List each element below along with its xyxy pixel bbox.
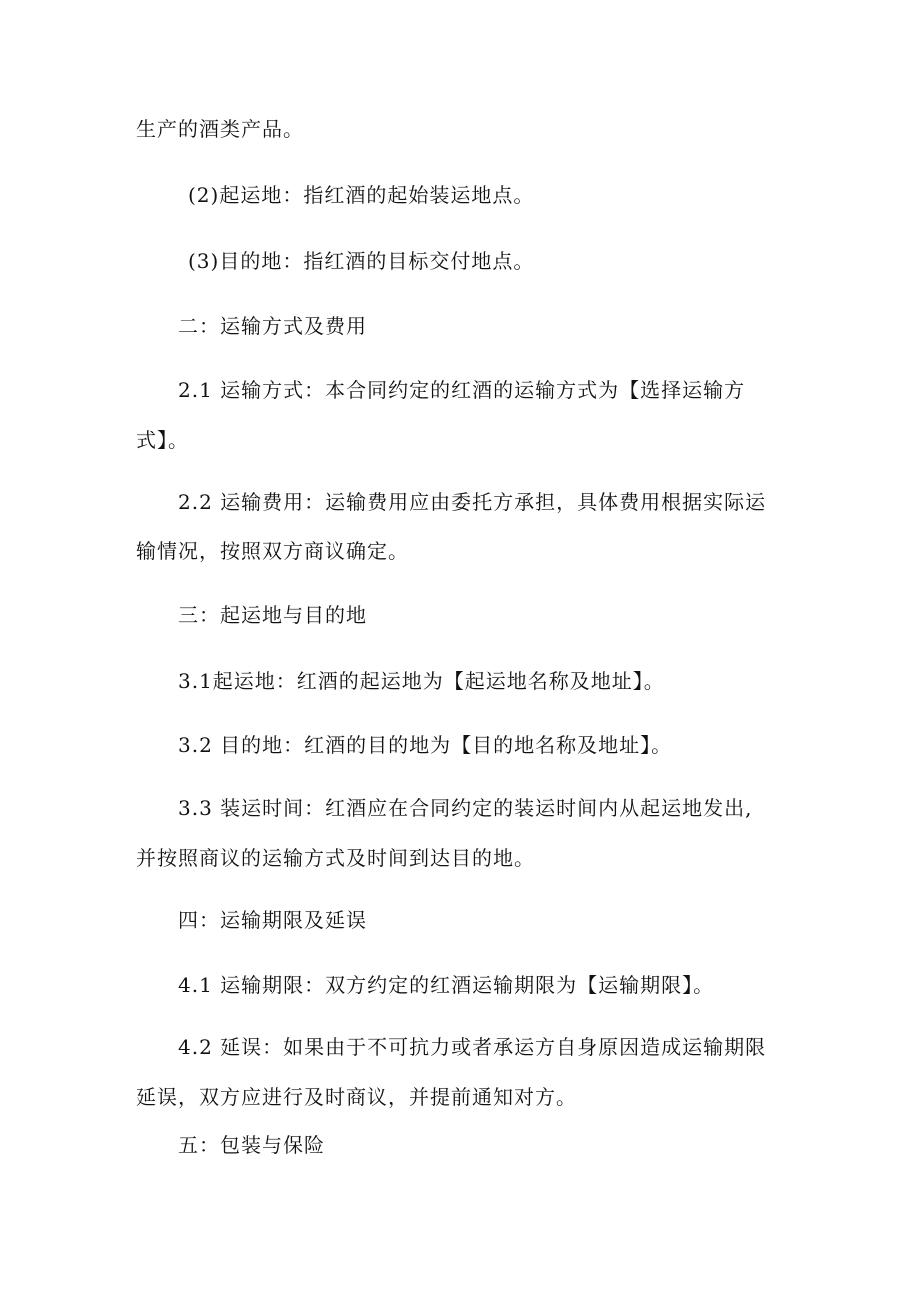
text-line: 延误，双方应进行及时商议，并提前通知对方。 xyxy=(136,1085,577,1109)
section-heading: 四：运输期限及延误 xyxy=(178,908,367,932)
clause-item: 2.1 运输方式：本合同约定的红酒的运输方式为【选择运输方 xyxy=(178,378,746,402)
clause-item: 3.1起运地：红酒的起运地为【起运地名称及地址】。 xyxy=(178,669,665,693)
clause-item: 4.1 运输期限：双方约定的红酒运输期限为【运输期限】。 xyxy=(178,973,715,997)
text-line: 输情况，按照双方商议确定。 xyxy=(136,539,409,563)
clause-item: 3.2 目的地：红酒的目的地为【目的地名称及地址】。 xyxy=(178,733,673,757)
clause-item: 2.2 运输费用：运输费用应由委托方承担，具体费用根据实际运 xyxy=(178,490,767,514)
section-heading: 三：起运地与目的地 xyxy=(178,603,367,627)
text-line: 并按照商议的运输方式及时间到达目的地。 xyxy=(136,846,535,870)
text-line: 生产的酒类产品。 xyxy=(136,117,304,141)
section-heading: 五：包装与保险 xyxy=(178,1133,325,1157)
clause-item: (2)起运地：指红酒的起始装运地点。 xyxy=(188,183,535,207)
clause-item: (3)目的地：指红酒的目标交付地点。 xyxy=(188,249,535,273)
text-line: 式】。 xyxy=(136,428,189,452)
clause-item: 3.3 装运时间：红酒应在合同约定的装运时间内从起运地发出, xyxy=(178,796,753,820)
section-heading: 二：运输方式及费用 xyxy=(178,314,367,338)
clause-item: 4.2 延误：如果由于不可抗力或者承运方自身原因造成运输期限 xyxy=(178,1035,767,1059)
